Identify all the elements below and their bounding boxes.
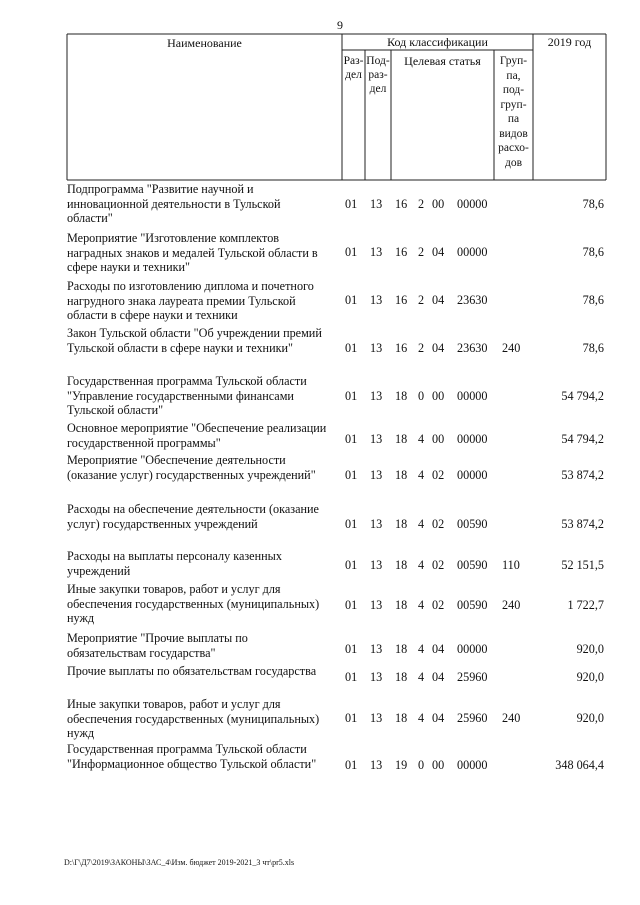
- code-cs1: 18: [395, 670, 408, 684]
- header-target-article: Целевая статья: [404, 54, 481, 68]
- code-cs1: 18: [395, 468, 408, 482]
- code-cs4: 00000: [457, 197, 488, 211]
- code-cs2: 2: [418, 245, 425, 259]
- code-pr: 13: [370, 758, 383, 772]
- code-cs2: 4: [418, 432, 425, 446]
- code-cs1: 18: [395, 389, 408, 403]
- row-amount: 78,6: [582, 197, 604, 211]
- code-vr: 110: [502, 558, 520, 572]
- row-amount: 53 874,2: [561, 517, 604, 531]
- code-rz: 01: [345, 598, 358, 612]
- code-cs2: 4: [418, 517, 425, 531]
- header-name: Наименование: [167, 36, 242, 50]
- code-cs2: 4: [418, 711, 425, 725]
- code-rz: 01: [345, 245, 358, 259]
- code-pr: 13: [370, 197, 383, 211]
- code-cs2: 0: [418, 389, 425, 403]
- header-subsection: Под- раз- дел: [366, 55, 390, 95]
- code-cs4: 23630: [457, 341, 488, 355]
- row-name: Мероприятие "Изготовление комплектов наградных знаков и медалей Тульской области в сфере науки и техники": [67, 231, 318, 274]
- row-amount: 920,0: [576, 670, 604, 684]
- code-rz: 01: [345, 468, 358, 482]
- row-amount: 78,6: [582, 341, 604, 355]
- row-amount: 348 064,4: [555, 758, 604, 772]
- row-name: Иные закупки товаров, работ и услуг для обеспечения государственных (муниципальных) нужд: [67, 582, 320, 625]
- code-cs2: 2: [418, 197, 425, 211]
- row-amount: 920,0: [576, 711, 604, 725]
- row-name: Подпрограмма "Развитие научной и инновационной деятельности в Тульской области": [67, 182, 281, 225]
- code-pr: 13: [370, 389, 383, 403]
- code-cs2: 2: [418, 341, 425, 355]
- code-cs1: 16: [395, 293, 408, 307]
- row-amount: 78,6: [582, 293, 604, 307]
- code-pr: 13: [370, 598, 383, 612]
- code-pr: 13: [370, 468, 383, 482]
- code-cs3: 04: [432, 245, 445, 259]
- code-cs1: 18: [395, 711, 408, 725]
- code-cs4: 00590: [457, 558, 488, 572]
- code-rz: 01: [345, 670, 358, 684]
- row-name: Расходы на выплаты персоналу казенных учреждений: [67, 549, 282, 578]
- code-cs1: 16: [395, 197, 408, 211]
- row-name: Основное мероприятие "Обеспечение реализации государственной программы": [67, 421, 327, 450]
- code-pr: 13: [370, 245, 383, 259]
- code-rz: 01: [345, 197, 358, 211]
- code-rz: 01: [345, 711, 358, 725]
- code-cs3: 00: [432, 389, 445, 403]
- code-pr: 13: [370, 670, 383, 684]
- code-cs2: 4: [418, 558, 425, 572]
- row-name: Мероприятие "Обеспечение деятельности (оказание услуг) государственных учреждений": [67, 453, 316, 482]
- row-name: Государственная программа Тульской области "Информационное общество Тульской области": [67, 742, 317, 771]
- code-cs3: 04: [432, 642, 445, 656]
- code-rz: 01: [345, 341, 358, 355]
- code-pr: 13: [370, 432, 383, 446]
- code-vr: 240: [502, 598, 521, 612]
- code-cs4: 25960: [457, 670, 488, 684]
- code-cs3: 02: [432, 517, 445, 531]
- code-cs4: 00000: [457, 245, 488, 259]
- code-cs1: 18: [395, 598, 408, 612]
- code-pr: 13: [370, 711, 383, 725]
- code-cs3: 02: [432, 598, 445, 612]
- code-cs1: 16: [395, 341, 408, 355]
- code-cs2: 4: [418, 468, 425, 482]
- code-cs4: 00000: [457, 389, 488, 403]
- code-cs3: 04: [432, 670, 445, 684]
- code-cs1: 18: [395, 558, 408, 572]
- code-cs3: 04: [432, 711, 445, 725]
- code-cs3: 00: [432, 197, 445, 211]
- code-cs4: 00000: [457, 642, 488, 656]
- code-rz: 01: [345, 389, 358, 403]
- row-amount: 54 794,2: [561, 389, 604, 403]
- code-pr: 13: [370, 341, 383, 355]
- row-amount: 920,0: [576, 642, 604, 656]
- code-cs2: 4: [418, 670, 425, 684]
- code-cs3: 04: [432, 341, 445, 355]
- code-vr: 240: [502, 711, 521, 725]
- code-cs4: 23630: [457, 293, 488, 307]
- code-cs1: 16: [395, 245, 408, 259]
- code-cs3: 02: [432, 558, 445, 572]
- code-cs4: 00590: [457, 517, 488, 531]
- row-amount: 1 722,7: [567, 598, 604, 612]
- code-rz: 01: [345, 432, 358, 446]
- row-name: Иные закупки товаров, работ и услуг для обеспечения государственных (муниципальных) нужд: [67, 697, 320, 740]
- code-cs4: 00000: [457, 758, 488, 772]
- code-cs3: 02: [432, 468, 445, 482]
- code-rz: 01: [345, 758, 358, 772]
- row-amount: 52 151,5: [561, 558, 604, 572]
- code-pr: 13: [370, 517, 383, 531]
- code-rz: 01: [345, 293, 358, 307]
- code-cs3: 00: [432, 432, 445, 446]
- code-cs4: 00000: [457, 468, 488, 482]
- row-name: Расходы по изготовлению диплома и почетного нагрудного знака лауреата премии Тульской области в сфере науки и техники: [67, 279, 314, 322]
- code-vr: 240: [502, 341, 521, 355]
- code-cs1: 18: [395, 432, 408, 446]
- row-name: Расходы на обеспечение деятельности (оказание услуг) государственных учреждений: [67, 502, 319, 531]
- header-section: Раз- дел: [343, 55, 364, 81]
- row-name: Государственная программа Тульской области "Управление государственными финансами Тульской области": [67, 374, 307, 417]
- row-name: Прочие выплаты по обязательствам государства: [67, 664, 317, 678]
- code-pr: 13: [370, 642, 383, 656]
- code-pr: 13: [370, 293, 383, 307]
- page-number: 9: [337, 18, 343, 32]
- header-year: 2019 год: [547, 35, 592, 49]
- code-cs1: 18: [395, 517, 408, 531]
- code-cs3: 04: [432, 293, 445, 307]
- code-cs4: 00590: [457, 598, 488, 612]
- row-amount: 54 794,2: [561, 432, 604, 446]
- code-cs2: 4: [418, 598, 425, 612]
- code-cs3: 00: [432, 758, 445, 772]
- code-rz: 01: [345, 517, 358, 531]
- row-name: Мероприятие "Прочие выплаты по обязательствам государства": [67, 631, 248, 660]
- code-cs4: 00000: [457, 432, 488, 446]
- code-rz: 01: [345, 642, 358, 656]
- code-rz: 01: [345, 558, 358, 572]
- row-amount: 78,6: [582, 245, 604, 259]
- file-path-footer: D:\Г\Д7\2019\ЗАКОНЫ\ЗАС_4\Изм. бюджет 2019-2021_3 чт\pr5.xls: [64, 858, 295, 867]
- code-cs2: 4: [418, 642, 425, 656]
- row-amount: 53 874,2: [561, 468, 604, 482]
- header-classification-code: Код классификации: [387, 35, 488, 49]
- code-cs2: 2: [418, 293, 425, 307]
- code-pr: 13: [370, 558, 383, 572]
- header-expense-group: Груп- па, под- груп- па видов расхо- дов: [498, 55, 529, 169]
- code-cs2: 0: [418, 758, 425, 772]
- row-name: Закон Тульской области "Об учреждении премий Тульской области в сфере науки и техники": [67, 326, 322, 355]
- code-cs1: 19: [395, 758, 408, 772]
- code-cs4: 25960: [457, 711, 488, 725]
- code-cs1: 18: [395, 642, 408, 656]
